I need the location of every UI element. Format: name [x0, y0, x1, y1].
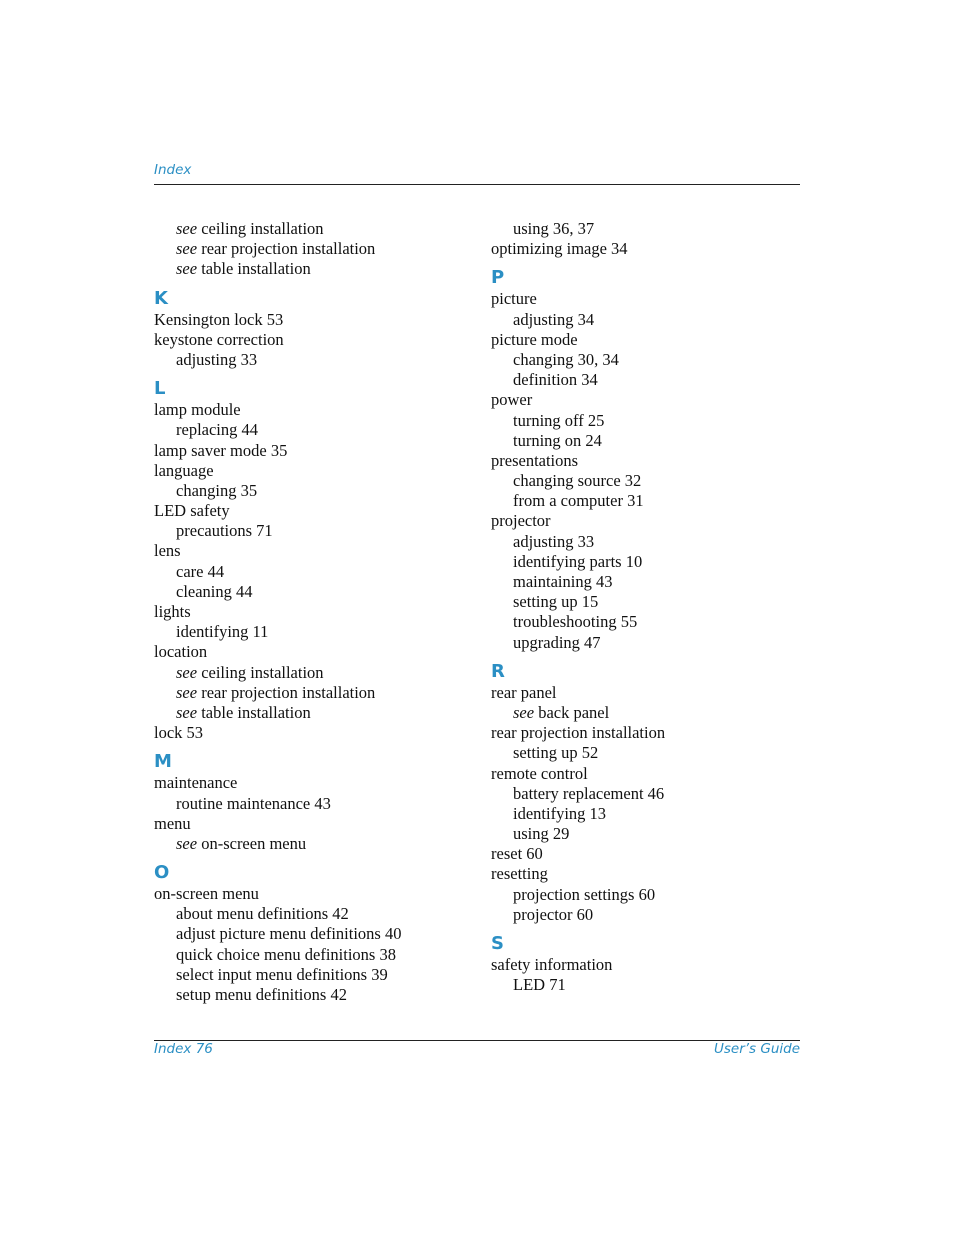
index-subentry: setting up 15 [513, 592, 599, 612]
index-entry: remote control [491, 763, 588, 783]
index-subentry [154, 834, 474, 854]
see-reference-label: see [176, 833, 198, 853]
index-entry: picture mode [491, 329, 578, 349]
index-entry: menu [154, 813, 191, 833]
see-reference-target: table installation [197, 702, 311, 722]
index-section-letter: L [154, 378, 166, 400]
index-subentry: upgrading 47 [513, 632, 601, 652]
index-entry: lights [154, 602, 191, 621]
index-subentry: using 29 [513, 824, 570, 844]
index-subentry: turning off 25 [513, 410, 605, 430]
index-subentry: projection settings 60 [513, 884, 656, 904]
index-entry: picture [491, 289, 537, 309]
index-entry: presentations [491, 450, 579, 470]
index-subentry [491, 703, 811, 723]
index-subentry: changing 30, 34 [513, 349, 619, 369]
index-entry: optimizing image 34 [491, 239, 628, 259]
index-entry: language [154, 460, 214, 480]
index-entry: lamp saver mode 35 [154, 440, 288, 460]
index-subentry: troubleshooting 55 [513, 612, 638, 632]
index-entry: location [154, 642, 208, 662]
index-entry: reset 60 [491, 844, 543, 864]
footer-page-number: Index 76 [154, 1041, 213, 1057]
index-entry: lamp module [154, 400, 241, 420]
index-subentry: identifying 13 [513, 803, 607, 823]
index-subentry: quick choice menu definitions 38 [176, 944, 396, 964]
see-reference-target: on-screen menu [197, 833, 307, 853]
index-subentry [154, 259, 474, 279]
index-subentry: definition 34 [513, 370, 598, 390]
see-reference-label: see [176, 702, 198, 722]
index-subentry: care 44 [176, 561, 225, 581]
index-entry: Kensington lock 53 [154, 309, 284, 329]
see-reference-target: rear projection installation [197, 682, 376, 702]
see-reference-label: see [513, 702, 535, 722]
index-section-letter: O [154, 862, 170, 884]
index-subentry: LED 71 [513, 975, 566, 995]
index-subentry: from a computer 31 [513, 491, 644, 511]
index-subentry [154, 663, 474, 683]
index-entry: lens [154, 541, 181, 561]
index-section-letter: P [491, 267, 505, 289]
index-section-letter: M [154, 751, 172, 773]
index-subentry: changing 35 [176, 480, 258, 500]
index-subentry: changing source 32 [513, 471, 642, 491]
see-reference-label: see [176, 662, 198, 682]
index-entry: resetting [491, 864, 548, 884]
index-subentry: select input menu definitions 39 [176, 964, 388, 984]
see-reference-target: ceiling installation [197, 662, 324, 682]
index-entry: rear panel [491, 682, 557, 702]
index-section-letter: R [491, 660, 505, 682]
index-subentry: precautions 71 [176, 521, 273, 541]
index-subentry [154, 239, 474, 259]
see-reference-target: table installation [197, 259, 311, 279]
index-subentry: adjusting 33 [176, 349, 258, 369]
index-subentry: maintaining 43 [513, 572, 613, 591]
index-entry: safety information [491, 955, 613, 974]
header-rule [154, 184, 800, 185]
index-subentry: adjusting 33 [513, 531, 595, 551]
see-reference-label: see [176, 259, 198, 279]
footer-guide-title: User’s Guide [713, 1041, 800, 1057]
index-entry: keystone correction [154, 329, 284, 349]
index-entry: on-screen menu [154, 884, 259, 904]
index-subentry [154, 703, 474, 723]
index-entry: rear projection installation [491, 723, 666, 743]
index-column-left [154, 219, 474, 1005]
index-entry: LED safety [154, 501, 230, 521]
index-subentry: using 36, 37 [513, 219, 595, 238]
index-subentry: routine maintenance 43 [176, 793, 331, 813]
index-section-letter: K [154, 287, 168, 309]
index-section-letter: S [491, 933, 504, 954]
index-subentry [154, 219, 474, 239]
index-subentry: adjusting 34 [513, 309, 595, 329]
see-reference-target: ceiling installation [197, 219, 324, 238]
see-reference-label: see [176, 682, 198, 702]
see-reference-target: rear projection installation [197, 239, 376, 259]
index-entry: projector [491, 511, 551, 531]
footer-rule [154, 1040, 800, 1041]
index-subentry: battery replacement 46 [513, 783, 665, 803]
index-subentry: replacing 44 [176, 420, 259, 440]
index-subentry: projector 60 [513, 904, 594, 924]
see-reference-target: back panel [534, 702, 610, 722]
see-reference-label: see [176, 239, 198, 259]
index-entry: power [491, 390, 533, 410]
see-reference-label: see [176, 219, 198, 238]
index-subentry: turning on 24 [513, 430, 602, 450]
index-column-right [491, 219, 811, 995]
index-entry: maintenance [154, 773, 238, 793]
index-subentry: setting up 52 [513, 743, 599, 763]
index-subentry: setup menu definitions 42 [176, 985, 347, 1004]
index-subentry: adjust picture menu definitions 40 [176, 924, 402, 944]
index-subentry: identifying 11 [176, 622, 269, 642]
index-subentry: cleaning 44 [176, 581, 253, 601]
index-entry: lock 53 [154, 723, 204, 743]
index-subentry: identifying parts 10 [513, 551, 643, 571]
running-header: Index [154, 162, 192, 178]
index-subentry: about menu definitions 42 [176, 904, 349, 924]
index-subentry [154, 683, 474, 703]
